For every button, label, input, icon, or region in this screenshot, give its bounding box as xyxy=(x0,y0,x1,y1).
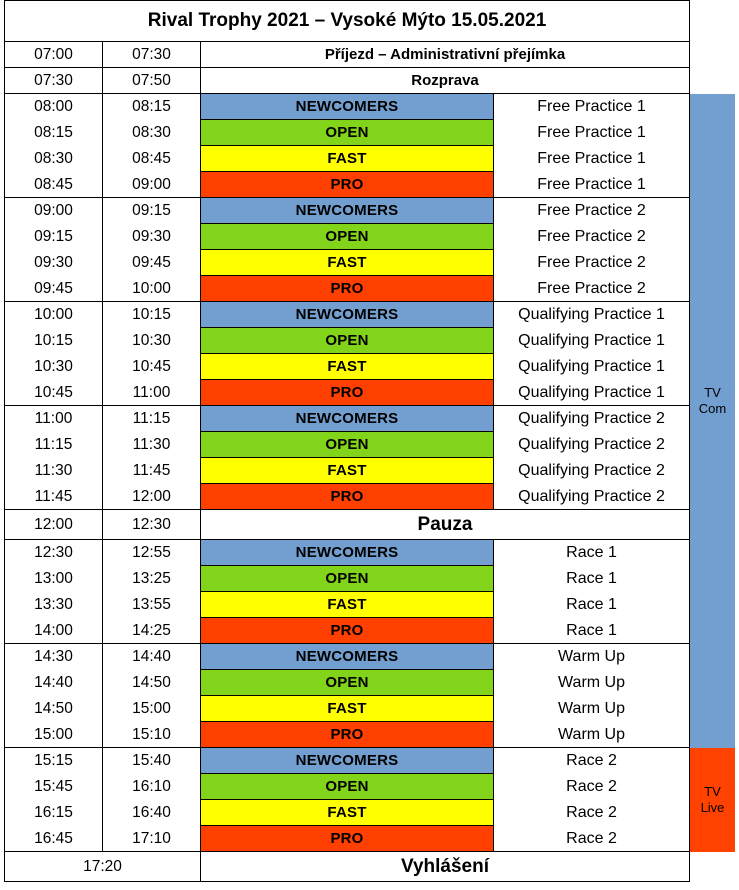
schedule-row xyxy=(5,540,690,566)
class-cell-newcomers: NEWCOMERS xyxy=(201,406,494,432)
schedule-row xyxy=(5,670,690,696)
tv-live-label-line1: TV xyxy=(704,783,721,799)
schedule-row xyxy=(5,566,690,592)
end-time: 12:30 xyxy=(103,510,201,540)
schedule-row xyxy=(5,354,690,380)
end-time: 11:15 xyxy=(103,406,201,432)
start-time: 15:45 xyxy=(5,774,103,800)
class-cell-pro: PRO xyxy=(201,722,494,748)
end-time: 08:30 xyxy=(103,120,201,146)
schedule-row xyxy=(5,618,690,644)
schedule-row xyxy=(5,748,690,774)
class-cell-fast: FAST xyxy=(201,696,494,722)
end-time: 17:10 xyxy=(103,826,201,852)
schedule-row xyxy=(5,484,690,510)
end-time: 16:10 xyxy=(103,774,201,800)
end-time: 15:00 xyxy=(103,696,201,722)
class-cell-pro: PRO xyxy=(201,618,494,644)
session-label: Qualifying Practice 1 xyxy=(494,354,690,380)
schedule-row xyxy=(5,826,690,852)
start-time: 10:30 xyxy=(5,354,103,380)
schedule-row xyxy=(5,774,690,800)
end-time: 11:30 xyxy=(103,432,201,458)
start-time: 07:00 xyxy=(5,42,103,68)
start-time: 14:40 xyxy=(5,670,103,696)
class-cell-open: OPEN xyxy=(201,774,494,800)
class-cell-pro: PRO xyxy=(201,172,494,198)
schedule-row xyxy=(5,146,690,172)
class-cell-fast: FAST xyxy=(201,250,494,276)
class-cell-open: OPEN xyxy=(201,566,494,592)
session-label: Free Practice 2 xyxy=(494,250,690,276)
end-time: 13:55 xyxy=(103,592,201,618)
start-time: 11:45 xyxy=(5,484,103,510)
start-time: 14:30 xyxy=(5,644,103,670)
session-label: Warm Up xyxy=(494,670,690,696)
schedule-table xyxy=(4,0,690,882)
schedule-row xyxy=(5,800,690,826)
start-time: 10:45 xyxy=(5,380,103,406)
end-time: 09:45 xyxy=(103,250,201,276)
tv-live-label-line2: Live xyxy=(700,799,725,815)
class-cell-newcomers: NEWCOMERS xyxy=(201,198,494,224)
start-time: 11:00 xyxy=(5,406,103,432)
session-label: Qualifying Practice 2 xyxy=(494,484,690,510)
start-time: 10:15 xyxy=(5,328,103,354)
end-time: 14:40 xyxy=(103,644,201,670)
tv-com-label-line2: Com xyxy=(698,400,727,416)
start-time: 11:15 xyxy=(5,432,103,458)
session-label: Qualifying Practice 1 xyxy=(494,328,690,354)
class-cell-pro: PRO xyxy=(201,380,494,406)
start-time: 09:15 xyxy=(5,224,103,250)
end-time: 10:00 xyxy=(103,276,201,302)
start-time: 13:30 xyxy=(5,592,103,618)
session-label: Race 2 xyxy=(494,774,690,800)
end-time: 10:30 xyxy=(103,328,201,354)
schedule-row xyxy=(5,276,690,302)
final-row xyxy=(5,852,690,882)
end-time: 07:50 xyxy=(103,68,201,94)
class-cell-newcomers: NEWCOMERS xyxy=(201,748,494,774)
end-time: 16:40 xyxy=(103,800,201,826)
session-label: Race 1 xyxy=(494,618,690,644)
schedule-row xyxy=(5,458,690,484)
pause-label: Pauza xyxy=(201,510,690,540)
start-time: 11:30 xyxy=(5,458,103,484)
start-time: 16:15 xyxy=(5,800,103,826)
start-time: 09:45 xyxy=(5,276,103,302)
tv-com-label-line1: TV xyxy=(704,384,721,400)
schedule-row xyxy=(5,172,690,198)
class-cell-open: OPEN xyxy=(201,670,494,696)
start-time: 08:15 xyxy=(5,120,103,146)
session-label: Race 1 xyxy=(494,566,690,592)
session-label: Free Practice 1 xyxy=(494,94,690,120)
session-label: Free Practice 2 xyxy=(494,198,690,224)
start-time: 08:45 xyxy=(5,172,103,198)
class-cell-fast: FAST xyxy=(201,354,494,380)
tv-live-bar xyxy=(690,748,735,852)
session-label: Free Practice 2 xyxy=(494,276,690,302)
start-time: 14:00 xyxy=(5,618,103,644)
session-label: Free Practice 2 xyxy=(494,224,690,250)
final-label: Vyhlášení xyxy=(201,852,690,882)
schedule-row xyxy=(5,432,690,458)
class-cell-fast: FAST xyxy=(201,146,494,172)
class-cell-newcomers: NEWCOMERS xyxy=(201,644,494,670)
title-row xyxy=(5,1,690,42)
session-label: Free Practice 1 xyxy=(494,146,690,172)
start-time: 13:00 xyxy=(5,566,103,592)
class-cell-open: OPEN xyxy=(201,432,494,458)
start-time: 10:00 xyxy=(5,302,103,328)
schedule-row xyxy=(5,94,690,120)
end-time: 07:30 xyxy=(103,42,201,68)
class-cell-pro: PRO xyxy=(201,484,494,510)
schedule-row xyxy=(5,302,690,328)
class-cell-open: OPEN xyxy=(201,224,494,250)
start-time: 16:45 xyxy=(5,826,103,852)
end-time: 08:15 xyxy=(103,94,201,120)
end-time: 12:00 xyxy=(103,484,201,510)
schedule-row xyxy=(5,198,690,224)
session-label: Race 1 xyxy=(494,592,690,618)
end-time: 11:45 xyxy=(103,458,201,484)
schedule-row xyxy=(5,250,690,276)
start-time: 12:30 xyxy=(5,540,103,566)
start-time: 08:00 xyxy=(5,94,103,120)
schedule-row xyxy=(5,328,690,354)
session-label: Free Practice 1 xyxy=(494,172,690,198)
schedule-row xyxy=(5,120,690,146)
schedule-row xyxy=(5,644,690,670)
end-time: 08:45 xyxy=(103,146,201,172)
end-time: 14:50 xyxy=(103,670,201,696)
schedule-row xyxy=(5,592,690,618)
end-time: 10:15 xyxy=(103,302,201,328)
session-label: Race 1 xyxy=(494,540,690,566)
session-label: Qualifying Practice 1 xyxy=(494,380,690,406)
schedule-row xyxy=(5,696,690,722)
session-label: Warm Up xyxy=(494,722,690,748)
end-time: 09:15 xyxy=(103,198,201,224)
pause-row xyxy=(5,510,690,540)
session-label: Qualifying Practice 2 xyxy=(494,458,690,484)
start-time: 12:00 xyxy=(5,510,103,540)
class-cell-open: OPEN xyxy=(201,120,494,146)
end-time: 10:45 xyxy=(103,354,201,380)
start-time: 09:00 xyxy=(5,198,103,224)
schedule-row xyxy=(5,380,690,406)
end-time: 12:55 xyxy=(103,540,201,566)
schedule-body xyxy=(5,1,690,882)
end-time: 14:25 xyxy=(103,618,201,644)
event-label: Příjezd – Administrativní přejímka xyxy=(201,42,690,68)
end-time: 11:00 xyxy=(103,380,201,406)
class-cell-newcomers: NEWCOMERS xyxy=(201,540,494,566)
tv-com-bar xyxy=(690,94,735,748)
end-time: 09:00 xyxy=(103,172,201,198)
class-cell-pro: PRO xyxy=(201,276,494,302)
class-cell-open: OPEN xyxy=(201,328,494,354)
session-label: Qualifying Practice 2 xyxy=(494,432,690,458)
session-label: Qualifying Practice 2 xyxy=(494,406,690,432)
session-label: Free Practice 1 xyxy=(494,120,690,146)
event-label: Rozprava xyxy=(201,68,690,94)
page-title: Rival Trophy 2021 – Vysoké Mýto 15.05.2021 xyxy=(5,1,690,42)
class-cell-fast: FAST xyxy=(201,800,494,826)
start-time: 09:30 xyxy=(5,250,103,276)
start-time: 08:30 xyxy=(5,146,103,172)
class-cell-pro: PRO xyxy=(201,826,494,852)
event-row xyxy=(5,68,690,94)
class-cell-fast: FAST xyxy=(201,592,494,618)
final-time: 17:20 xyxy=(5,852,201,882)
end-time: 15:40 xyxy=(103,748,201,774)
start-time: 15:00 xyxy=(5,722,103,748)
event-row xyxy=(5,42,690,68)
start-time: 15:15 xyxy=(5,748,103,774)
start-time: 07:30 xyxy=(5,68,103,94)
end-time: 13:25 xyxy=(103,566,201,592)
class-cell-newcomers: NEWCOMERS xyxy=(201,302,494,328)
end-time: 15:10 xyxy=(103,722,201,748)
schedule-row xyxy=(5,406,690,432)
schedule-row xyxy=(5,722,690,748)
session-label: Race 2 xyxy=(494,800,690,826)
session-label: Race 2 xyxy=(494,826,690,852)
schedule-row xyxy=(5,224,690,250)
class-cell-newcomers: NEWCOMERS xyxy=(201,94,494,120)
session-label: Warm Up xyxy=(494,644,690,670)
start-time: 14:50 xyxy=(5,696,103,722)
session-label: Race 2 xyxy=(494,748,690,774)
session-label: Qualifying Practice 1 xyxy=(494,302,690,328)
class-cell-fast: FAST xyxy=(201,458,494,484)
session-label: Warm Up xyxy=(494,696,690,722)
end-time: 09:30 xyxy=(103,224,201,250)
